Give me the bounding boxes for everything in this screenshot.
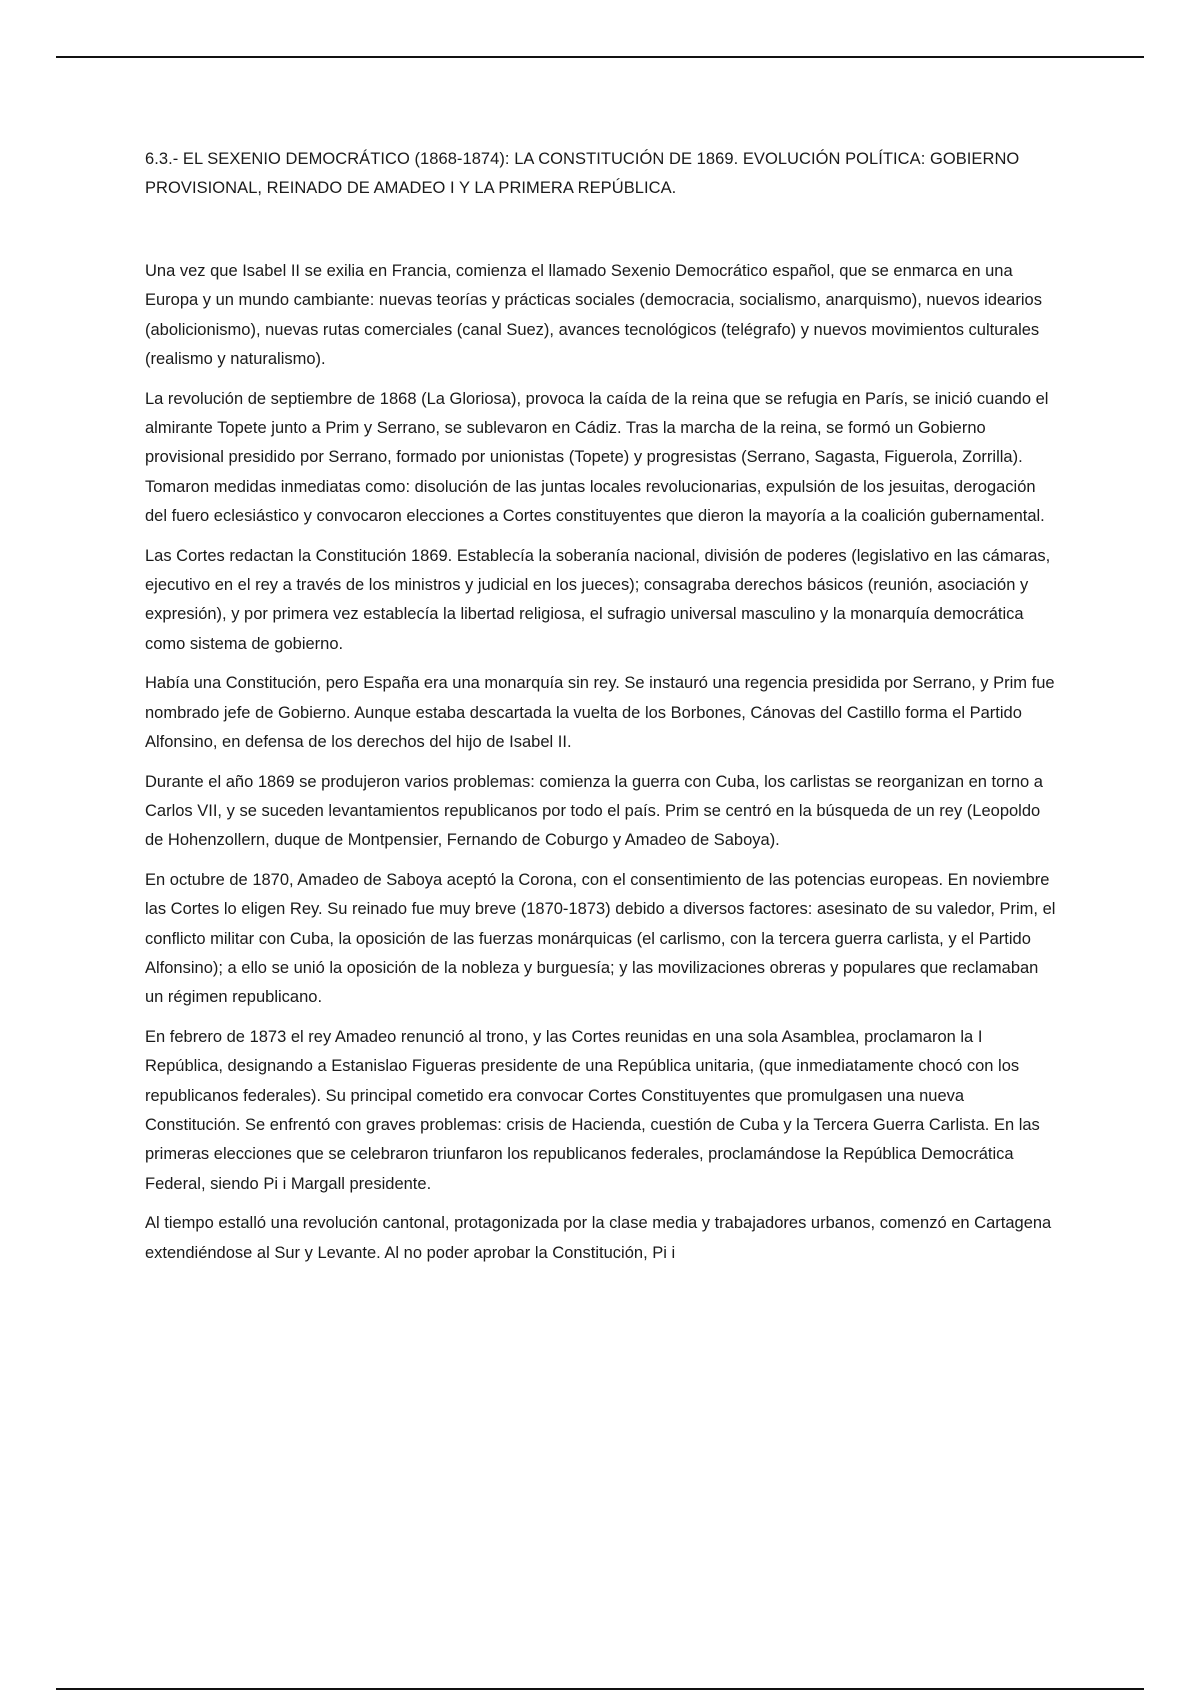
bottom-rule <box>56 1688 1144 1690</box>
paragraph-5: Durante el año 1869 se produjeron varios problemas: comienza la guerra con Cuba, los carlistas se reorganizan en torno a Carlos VII, y se suceden levantamientos republicanos por todo el país. Prim se centró en la búsqueda de un rey (Leopoldo de Hohenzollern, duque de Montpensier, Fernando de Coburgo y Amadeo de Saboya). <box>145 772 1043 850</box>
paragraph-6: En octubre de 1870, Amadeo de Saboya aceptó la Corona, con el consentimiento de las potencias europeas. En noviembre las Cortes lo eligen Rey. Su reinado fue muy breve (1870-1873) debido a diversos factores: asesinato de su valedor, Prim, el conflicto militar con Cuba, la oposición de las fuerzas monárquicas (el carlismo, con la tercera guerra carlista, y el Partido Alfonsino); a ello se unió la oposición de la nobleza y burguesía; y las movilizaciones obreras y populares que reclamaban un régimen republicano. <box>145 870 1056 1007</box>
top-rule <box>56 56 1144 58</box>
paragraph-1: Una vez que Isabel II se exilia en Francia, comienza el llamado Sexenio Democrático español, que se enmarca en una Europa y un mundo cambiante: nuevas teorías y prácticas sociales (democracia, socialismo, anarquismo), nuevos idearios (abolicionismo), nuevas rutas comerciales (canal Suez), avances tecnológicos (telégrafo) y nuevos movimientos culturales (realismo y naturalismo). <box>145 262 1042 369</box>
paragraph-2: La revolución de septiembre de 1868 (La Gloriosa), provoca la caída de la reina que se refugia en París, se inició cuando el almirante Topete junto a Prim y Serrano, se sublevaron en Cádiz. Tras la marcha de la reina, se formó un Gobierno provisional presidido por Serrano, formado por unionistas (Topete) y progresistas (Serrano, Sagasta, Figuerola, Zorrilla). Tomaron medidas inmediatas como: disolución de las juntas locales revolucionarias, expulsión de los jesuitas, derogación del fuero eclesiástico y convocaron elecciones a Cortes constituyentes que dieron la mayoría a la coalición gubernamental. <box>145 389 1049 526</box>
paragraph-7: En febrero de 1873 el rey Amadeo renunció al trono, y las Cortes reunidas en una sola Asamblea, proclamaron la I República, designando a Estanislao Figueras presidente de una República unitaria, (que inmediatamente chocó con los republicanos federales). Su principal cometido era convocar Cortes Constituyentes que promulgasen una nueva Constitución. Se enfrentó con graves problemas: crisis de Hacienda, cuestión de Cuba y la Tercera Guerra Carlista. En las primeras elecciones que se celebraron triunfaron los republicanos federales, proclamándose la República Democrática Federal, siendo Pi i Margall presidente. <box>145 1027 1040 1193</box>
document-heading: 6.3.- EL SEXENIO DEMOCRÁTICO (1868-1874): LA CONSTITUCIÓN DE 1869. EVOLUCIÓN POLÍTICA: GOBIERNO PROVISIONAL, REINADO DE AMADEO I Y LA PRIMERA REPÚBLICA. <box>145 150 1020 197</box>
paragraph-8: Al tiempo estalló una revolución cantonal, protagonizada por la clase media y trabajadores urbanos, comenzó en Cartagena extendiéndose al Sur y Levante. Al no poder aprobar la Constitución, Pi i <box>145 1214 1052 1262</box>
paragraph-3: Las Cortes redactan la Constitución 1869. Establecía la soberanía nacional, división de poderes (legislativo en las cámaras, ejecutivo en el rey a través de los ministros y judicial en los jueces); consagraba derechos básicos (reunión, asociación y expresión), y por primera vez establecía la libertad religiosa, el sufragio universal masculino y la monarquía democrática como sistema de gobierno. <box>145 546 1051 653</box>
document-body <box>145 145 1057 1278</box>
paragraph-4: Había una Constitución, pero España era una monarquía sin rey. Se instauró una regencia presidida por Serrano, y Prim fue nombrado jefe de Gobierno. Aunque estaba descartada la vuelta de los Borbones, Cánovas del Castillo forma el Partido Alfonsino, en defensa de los derechos del hijo de Isabel II. <box>145 674 1055 752</box>
